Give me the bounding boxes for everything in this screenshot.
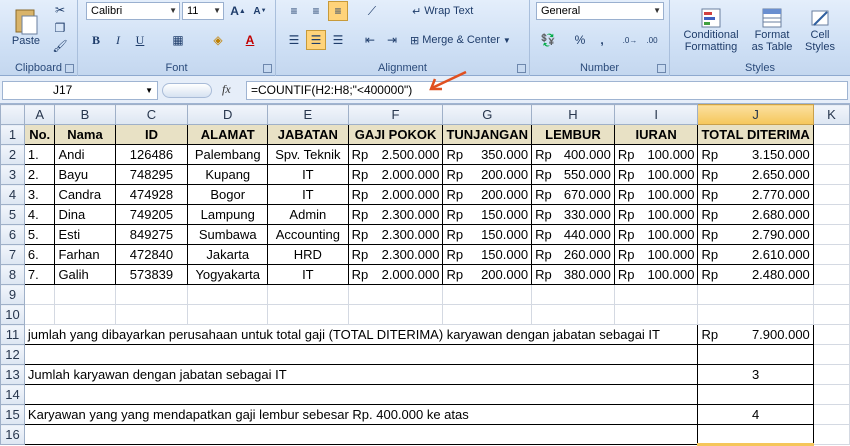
cell-total[interactable]	[698, 245, 813, 265]
annotation-arrow-icon	[426, 70, 468, 94]
fill-color-icon[interactable]: ◈	[213, 33, 223, 47]
bold-button[interactable]: B	[91, 32, 100, 47]
cell-id[interactable]: 573839	[115, 265, 188, 285]
cell-id[interactable]: 126486	[115, 145, 188, 165]
cell-value: 670.000	[563, 186, 611, 202]
table-row	[1, 245, 850, 265]
currency-label: Rp	[446, 266, 464, 282]
ribbon	[0, 0, 850, 76]
formula-bar-splitter[interactable]	[162, 83, 212, 98]
chevron-down-icon: ▼	[653, 6, 661, 15]
font-size-dropdown[interactable]	[182, 2, 224, 20]
align-center-icon[interactable]: ☰	[306, 30, 326, 50]
cell-value: 200.000	[481, 266, 529, 282]
row-header[interactable]: 4	[1, 185, 25, 205]
cell-value: 260.000	[563, 246, 611, 262]
column-header[interactable]: A	[24, 105, 55, 125]
currency-label: Rp	[446, 206, 464, 222]
cell-gaji[interactable]	[348, 245, 443, 265]
conditional-formatting-icon	[700, 7, 722, 29]
cell-value: 2.650.000	[751, 166, 810, 182]
currency-label: Rp	[351, 226, 369, 242]
cell-tunj[interactable]	[443, 225, 532, 245]
empty-cell[interactable]	[813, 165, 849, 185]
font-name-dropdown[interactable]	[86, 2, 180, 20]
cell-value: 100.000	[647, 206, 695, 222]
currency-label: Rp	[446, 226, 464, 242]
cell-lembur[interactable]	[532, 165, 615, 185]
cell-alamat[interactable]: Palembang	[188, 145, 268, 165]
currency-label: Rp	[701, 186, 719, 202]
cell-no[interactable]: 2.	[24, 165, 55, 185]
cell-iuran[interactable]	[614, 205, 698, 225]
increase-indent-icon[interactable]: ⇥	[386, 33, 398, 47]
cell-alamat[interactable]: Sumbawa	[188, 225, 268, 245]
cell-id[interactable]: 749205	[115, 205, 188, 225]
align-right-icon[interactable]: ☰	[332, 33, 344, 47]
cell-gaji[interactable]	[348, 205, 443, 225]
chevron-down-icon: ▼	[145, 86, 153, 95]
header-cell[interactable]: IURAN	[614, 125, 698, 145]
empty-cell[interactable]	[813, 205, 849, 225]
clipboard-group	[0, 0, 78, 76]
cell-alamat[interactable]: Jakarta	[188, 245, 268, 265]
cell-no[interactable]: 4.	[24, 205, 55, 225]
cell-styles-label: Cell	[810, 29, 830, 41]
cell-value: 2.480.000	[751, 266, 810, 282]
currency-label: Rp	[446, 246, 464, 262]
row-header[interactable]: 13	[1, 365, 25, 385]
wrap-text-button[interactable]	[412, 2, 473, 20]
currency-label: Rp	[617, 226, 635, 242]
conditional-label-2: Formatting	[684, 41, 738, 53]
cell-id[interactable]: 748295	[115, 165, 188, 185]
select-all-corner[interactable]	[1, 105, 25, 125]
currency-label: Rp	[617, 186, 635, 202]
align-bottom-icon[interactable]: ≡	[328, 1, 348, 21]
column-header-selected[interactable]: J	[698, 105, 813, 125]
row-header[interactable]: 2	[1, 145, 25, 165]
cell-tunj[interactable]	[443, 245, 532, 265]
header-cell[interactable]: TUNJANGAN	[443, 125, 532, 145]
fx-icon[interactable]: fx	[222, 82, 231, 96]
currency-label: Rp	[701, 266, 719, 282]
cell-total[interactable]	[698, 205, 813, 225]
alignment-group-label: Alignment	[378, 62, 427, 74]
cell-value: 150.000	[481, 206, 529, 222]
currency-label: Rp	[701, 206, 719, 222]
cell-value: 100.000	[647, 166, 695, 182]
cell-no[interactable]: 1.	[24, 145, 55, 165]
cut-icon[interactable]: ✂	[54, 3, 66, 17]
cell-tunj[interactable]	[443, 145, 532, 165]
name-box-value: J17	[53, 83, 73, 97]
cell-nama[interactable]: Candra	[55, 185, 115, 205]
number-group-label: Number	[579, 62, 620, 74]
comma-button[interactable]: ,	[600, 33, 604, 47]
row-header[interactable]: 10	[1, 305, 25, 325]
cell-value: 2.300.000	[381, 226, 440, 242]
decrease-decimal-icon[interactable]: .00	[646, 35, 658, 45]
empty-cell[interactable]	[813, 265, 849, 285]
cell-value: 100.000	[647, 186, 695, 202]
merge-center-button[interactable]	[410, 31, 511, 49]
cell-no[interactable]: 6.	[24, 245, 55, 265]
chevron-down-icon: ▼	[169, 6, 177, 15]
cell-lembur[interactable]	[532, 265, 615, 285]
cell-nama[interactable]: Farhan	[55, 245, 115, 265]
cell-jabatan[interactable]: Spv. Teknik	[268, 145, 348, 165]
clipboard-group-label: Clipboard	[14, 62, 63, 74]
cell-value: 330.000	[563, 206, 611, 222]
number-format-dropdown[interactable]	[536, 2, 664, 20]
cell-iuran[interactable]	[614, 265, 698, 285]
currency-label: Rp	[446, 186, 464, 202]
cell-nama[interactable]: Bayu	[55, 165, 115, 185]
cell-tunj[interactable]	[443, 205, 532, 225]
styles-group	[670, 0, 850, 76]
currency-label: Rp	[535, 146, 552, 162]
paste-button[interactable]	[6, 2, 46, 52]
cell-value: 2.610.000	[751, 246, 810, 262]
cell-value: 550.000	[563, 166, 611, 182]
name-box[interactable]	[2, 81, 158, 100]
currency-label: Rp	[617, 206, 635, 222]
cell-no[interactable]: 5.	[24, 225, 55, 245]
cell-value: 2.790.000	[751, 226, 810, 242]
header-cell[interactable]: No.	[24, 125, 55, 145]
cell-value: 2.000.000	[381, 166, 440, 182]
cell-gaji[interactable]	[348, 225, 443, 245]
table-row	[1, 205, 850, 225]
row-header[interactable]: 12	[1, 345, 25, 365]
table-row	[1, 225, 850, 245]
cell-total[interactable]	[698, 145, 813, 165]
table-row	[1, 165, 850, 185]
header-cell[interactable]: LEMBUR	[532, 125, 615, 145]
column-header[interactable]: F	[348, 105, 443, 125]
cell-value: 2.300.000	[381, 206, 440, 222]
styles-group-label: Styles	[745, 62, 775, 74]
summary-value: 7.900.000	[751, 326, 810, 342]
currency-label: Rp	[446, 146, 464, 162]
align-top-icon[interactable]: ≡	[290, 4, 298, 18]
row-header[interactable]: 7	[1, 245, 25, 265]
cell-iuran[interactable]	[614, 165, 698, 185]
cell-lembur[interactable]	[532, 245, 615, 265]
active-cell[interactable]	[698, 425, 813, 445]
currency-label: Rp	[617, 246, 635, 262]
paste-label: Paste	[11, 35, 41, 47]
cell-nama[interactable]: Andi	[55, 145, 115, 165]
header-cell[interactable]: Nama	[55, 125, 115, 145]
table-row	[1, 305, 850, 325]
wrap-text-icon: ↵	[412, 5, 422, 18]
font-launcher-icon[interactable]	[263, 64, 272, 73]
summary-label-cell[interactable]: Karyawan yang yang mendapatkan gaji lembur sebesar Rp. 400.000 ke atas	[24, 405, 698, 425]
cell-styles-icon	[809, 7, 831, 29]
cell-value: 440.000	[563, 226, 611, 242]
align-middle-icon[interactable]: ≡	[312, 4, 320, 18]
cell-gaji[interactable]	[348, 165, 443, 185]
currency-label: Rp	[617, 266, 635, 282]
column-header[interactable]: G	[443, 105, 532, 125]
summary-row-total-it	[1, 325, 850, 345]
chevron-down-icon: ▼	[502, 35, 511, 45]
row-header[interactable]: 15	[1, 405, 25, 425]
currency-label: Rp	[617, 146, 635, 162]
summary-value-cell[interactable]: 4	[698, 405, 813, 425]
empty-cell[interactable]	[813, 145, 849, 165]
currency-label: Rp	[701, 166, 719, 182]
cell-value: 200.000	[481, 186, 529, 202]
cell-tunj[interactable]	[443, 165, 532, 185]
empty-cell[interactable]	[813, 225, 849, 245]
conditional-formatting-button[interactable]	[676, 2, 746, 58]
summary-row-count-it	[1, 365, 850, 385]
cell-styles-label-2: Styles	[805, 41, 835, 53]
table-row	[1, 185, 850, 205]
table-row	[1, 285, 850, 305]
cell-gaji[interactable]	[348, 185, 443, 205]
row-header[interactable]: 16	[1, 425, 25, 445]
empty-cell[interactable]	[813, 245, 849, 265]
currency-label: Rp	[701, 246, 719, 262]
row-header[interactable]: 3	[1, 165, 25, 185]
currency-label: Rp	[351, 186, 369, 202]
cell-value: 380.000	[563, 266, 611, 282]
cell-alamat[interactable]: Bogor	[188, 185, 268, 205]
cell-alamat[interactable]: Lampung	[188, 205, 268, 225]
currency-label: Rp	[617, 166, 635, 182]
summary-label-cell[interactable]: jumlah yang dibayarkan perusahaan untuk total gaji (TOTAL DITERIMA) karyawan dengan jabatan sebagai IT	[24, 325, 698, 345]
cell-iuran[interactable]	[614, 245, 698, 265]
empty-cell[interactable]	[813, 185, 849, 205]
row-header[interactable]: 8	[1, 265, 25, 285]
currency-label: Rp	[446, 166, 464, 182]
font-size-value: 11	[187, 5, 199, 17]
cell-value: 200.000	[481, 166, 529, 182]
currency-label: Rp	[535, 266, 552, 282]
orientation-icon[interactable]: ⟋	[367, 3, 377, 18]
cell-id[interactable]: 849275	[115, 225, 188, 245]
column-header[interactable]: K	[813, 105, 849, 125]
clipboard-launcher-icon[interactable]	[65, 64, 74, 73]
currency-icon[interactable]: 💱	[540, 33, 556, 47]
table-row	[1, 385, 850, 405]
currency-label: Rp	[701, 226, 719, 242]
row-header[interactable]: 11	[1, 325, 25, 345]
cell-nama[interactable]: Esti	[55, 225, 115, 245]
grow-font-icon[interactable]: A ▲	[230, 4, 246, 18]
worksheet-table	[0, 104, 850, 446]
cell-nama[interactable]: Dina	[55, 205, 115, 225]
currency-label: Rp	[351, 146, 369, 162]
cell-value: 2.300.000	[381, 246, 440, 262]
cell-lembur[interactable]	[532, 225, 615, 245]
currency-label: Rp	[351, 166, 369, 182]
cell-alamat[interactable]: Yogyakarta	[188, 265, 268, 285]
header-cell[interactable]: JABATAN	[268, 125, 348, 145]
table-row	[1, 265, 850, 285]
cell-value: 2.000.000	[381, 186, 440, 202]
font-name-value: Calibri	[91, 5, 123, 17]
cell-no[interactable]: 7.	[24, 265, 55, 285]
merge-center-label: Merge & Center	[422, 34, 500, 46]
column-header[interactable]: E	[268, 105, 348, 125]
cell-value: 100.000	[647, 266, 695, 282]
cell-gaji[interactable]	[348, 265, 443, 285]
cell-iuran[interactable]	[614, 145, 698, 165]
currency-label: Rp	[351, 266, 369, 282]
header-cell[interactable]: ID	[115, 125, 188, 145]
header-cell[interactable]: TOTAL DITERIMA	[698, 125, 813, 145]
format-as-table-button[interactable]	[746, 2, 798, 58]
cell-lembur[interactable]	[532, 145, 615, 165]
merge-icon: ⊞	[410, 34, 420, 47]
summary-value-cell[interactable]	[698, 325, 813, 345]
copy-icon[interactable]: ❐	[54, 21, 66, 35]
table-row	[1, 345, 850, 365]
column-header[interactable]: C	[115, 105, 188, 125]
cell-iuran[interactable]	[614, 225, 698, 245]
chevron-down-icon: ▼	[213, 6, 221, 15]
borders-icon[interactable]: ▦	[172, 33, 184, 47]
cell-value: 2.000.000	[381, 266, 440, 282]
row-header[interactable]: 14	[1, 385, 25, 405]
cell-no[interactable]: 3.	[24, 185, 55, 205]
wrap-text-label: Wrap Text	[424, 5, 474, 17]
header-cell[interactable]: ALAMAT	[188, 125, 268, 145]
cell-lembur[interactable]	[532, 185, 615, 205]
percent-button[interactable]: %	[574, 33, 586, 47]
cell-id[interactable]: 474928	[115, 185, 188, 205]
cell-value: 150.000	[481, 226, 529, 242]
cell-total[interactable]	[698, 265, 813, 285]
formula-bar	[0, 76, 850, 104]
currency-label: Rp	[351, 246, 369, 262]
alignment-group	[276, 0, 530, 76]
decrease-indent-icon[interactable]: ⇤	[364, 33, 376, 47]
currency-label: Rp	[351, 206, 369, 222]
font-group	[78, 0, 276, 76]
row-header[interactable]: 1	[1, 125, 25, 145]
cell-value: 350.000	[481, 146, 529, 162]
summary-value-cell[interactable]: 3	[698, 365, 813, 385]
cell-jabatan[interactable]: IT	[268, 265, 348, 285]
currency-label: Rp	[701, 146, 719, 162]
conditional-label: Conditional	[683, 29, 739, 41]
table-header-row	[1, 125, 850, 145]
shrink-font-icon[interactable]: A ▼	[253, 5, 267, 17]
cell-tunj[interactable]	[443, 185, 532, 205]
underline-button[interactable]: U	[135, 32, 145, 47]
cell-gaji[interactable]	[348, 145, 443, 165]
column-header[interactable]: D	[188, 105, 268, 125]
cell-value: 400.000	[563, 146, 611, 162]
cell-lembur[interactable]	[532, 205, 615, 225]
cell-total[interactable]	[698, 225, 813, 245]
cell-value: 2.680.000	[751, 206, 810, 222]
format-table-label-2: as Table	[751, 41, 793, 53]
summary-row-lembur	[1, 405, 850, 425]
cell-value: 100.000	[647, 226, 695, 242]
cell-value: 150.000	[481, 246, 529, 262]
cell-nama[interactable]: Galih	[55, 265, 115, 285]
empty-cell[interactable]	[813, 125, 849, 145]
column-header[interactable]: H	[532, 105, 615, 125]
font-color-icon[interactable]: A	[245, 33, 255, 47]
cell-value: 3.150.000	[751, 146, 810, 162]
cell-jabatan[interactable]: HRD	[268, 245, 348, 265]
number-format-value: General	[541, 5, 581, 17]
header-cell[interactable]: GAJI POKOK	[348, 125, 443, 145]
cell-jabatan[interactable]: IT	[268, 185, 348, 205]
currency-label: Rp	[535, 206, 552, 222]
row-header[interactable]: 9	[1, 285, 25, 305]
cell-jabatan[interactable]: IT	[268, 165, 348, 185]
cell-value: 100.000	[647, 146, 695, 162]
cell-total[interactable]	[698, 165, 813, 185]
currency-label: Rp	[701, 326, 719, 342]
cell-jabatan[interactable]: Admin	[268, 205, 348, 225]
increase-decimal-icon[interactable]: .0→	[622, 35, 638, 45]
cell-value: 2.770.000	[751, 186, 810, 202]
currency-label: Rp	[535, 186, 552, 202]
italic-button[interactable]: I	[116, 32, 120, 47]
spreadsheet-grid[interactable]	[0, 104, 850, 446]
cell-jabatan[interactable]: Accounting	[268, 225, 348, 245]
font-group-label: Font	[165, 62, 188, 74]
column-header[interactable]: B	[55, 105, 115, 125]
row-header[interactable]: 6	[1, 225, 25, 245]
format-table-label: Format	[754, 29, 790, 41]
cell-alamat[interactable]: Kupang	[188, 165, 268, 185]
currency-label: Rp	[535, 226, 552, 242]
column-header-row	[1, 105, 850, 125]
formula-input[interactable]: =COUNTIF(H2:H8;"<400000")	[246, 81, 848, 100]
cell-iuran[interactable]	[614, 185, 698, 205]
currency-label: Rp	[535, 246, 552, 262]
format-table-icon	[761, 7, 783, 29]
cell-styles-button[interactable]	[798, 2, 842, 58]
table-row	[1, 145, 850, 165]
cell-value: 100.000	[647, 246, 695, 262]
summary-label-cell[interactable]: Jumlah karyawan dengan jabatan sebagai IT	[24, 365, 698, 385]
paste-icon	[13, 7, 39, 35]
table-row	[1, 425, 850, 445]
cell-tunj[interactable]	[443, 265, 532, 285]
cell-id[interactable]: 472840	[115, 245, 188, 265]
number-launcher-icon[interactable]	[657, 64, 666, 73]
row-header[interactable]: 5	[1, 205, 25, 225]
column-header[interactable]: I	[614, 105, 698, 125]
currency-label: Rp	[535, 166, 552, 182]
number-group	[530, 0, 670, 76]
align-left-icon[interactable]: ☰	[288, 33, 300, 47]
cell-total[interactable]	[698, 185, 813, 205]
format-painter-icon[interactable]: 🖌	[52, 39, 68, 53]
alignment-launcher-icon[interactable]	[517, 64, 526, 73]
cell-value: 2.500.000	[381, 146, 440, 162]
